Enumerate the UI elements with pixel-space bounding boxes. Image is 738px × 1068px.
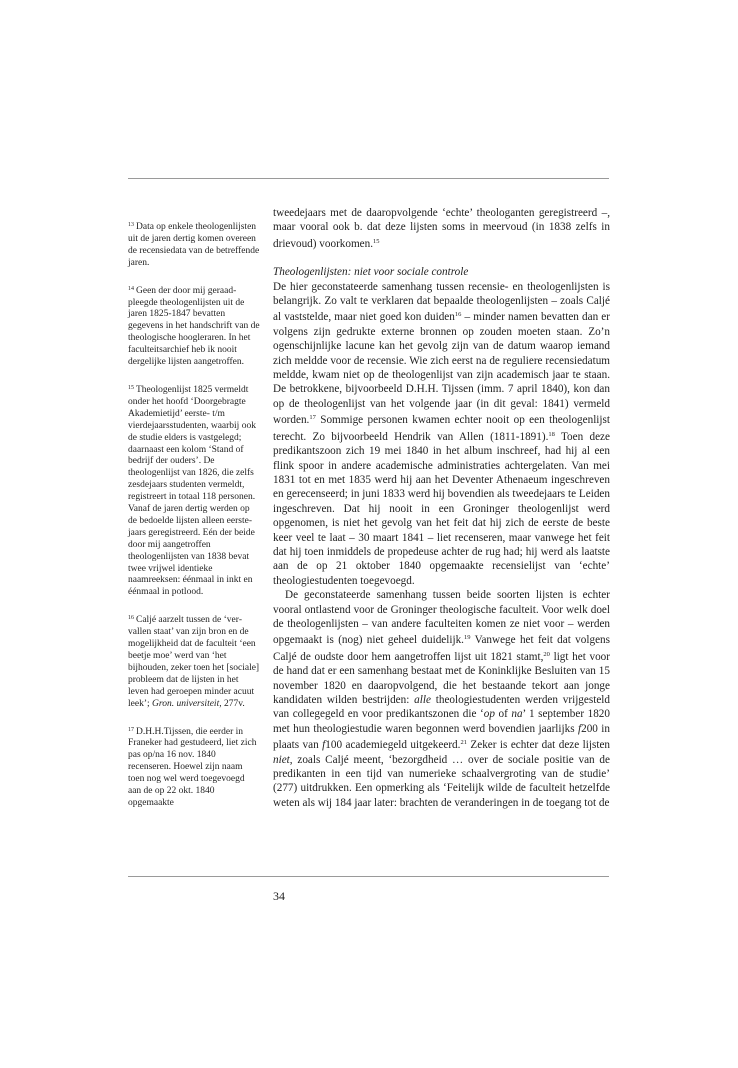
footnote-number: 14 (128, 285, 134, 292)
footnote (128, 725, 260, 810)
footnote-text: Theologenlijst 1825 vermeldt onder het hoofd ‘Doorgebragte Akademietijd’ eerste- t/m vierdejaarsstudenten, waarbij ook de studie elders is vastgelegd; daarnaast een kolom ‘Stand of bedrijf der ouders’. De theologenlijst van 1826, die zelfs zesdejaars studenten vermeldt, registreert in totaal 118 personen. Vanaf de jaren dertig werden op de bedoelde lijsten alleen eerstejaars geregistreerd. Eén der beide door mij aangetroffen theologenlijsten van 1838 bevat twee vrijwel identieke naamreeksen: éénmaal in inkt en éénmaal in potlood. (128, 384, 256, 598)
footnote-number: 13 (128, 222, 134, 228)
footnote-text: Data op enkele theologenlijsten uit de jaren dertig komen overeen de recensiedata van de betreffende jaren. (128, 222, 260, 268)
footnote (128, 220, 260, 270)
footnote (128, 284, 260, 369)
footnote-text: D.H.H.Tijssen, die eerder in Franeker had gestudeerd, liet zich pas op/na 16 nov. 1840 recenseren. Hoewel zijn naam toen nog wel werd toegevoegd aan de op 22 okt. 1840 opgemaakte (128, 726, 257, 808)
paragraph: De hier geconstateerde samenhang tussen recensie- en theologenlijsten is belangrijk. Zo valt te verklaren dat bepaalde theologenlijsten – zoals Caljé al vaststelde, maar niet goed kon duiden$^{16}$ – minder namen bevatten dan er volgens zijn gedrukte externe bronnen op zouden moeten staan. Zo’n ogenschijnlijke lacune kan het gevolg zijn van de datum waarop iemand zich meldde voor de recensie. Wie zich eerst na de reguliere recensiedatum meldde, kwam niet op de theologenlijst van zijn academisch jaar te staan. De betrokkene, bijvoorbeeld D.H.H. Tijssen (imm. 7 april 1840), kon dan op de theologenlijst van het volgende jaar (in dit geval: 1841) vermeld worden.$^{17}$ Sommige personen kwamen echter nooit op een theologenlijst terecht. Zo bijvoorbeeld Hendrik van Allen (1811-1891).$^{18}$ Toen deze predikantszoon zich 19 mei 1840 in het album inschreef, had hij al een flink spoor in andere academische administraties achtergelaten. Van mei 1831 tot en met 1835 werd hij aan het Deventer Athenaeum ingeschreven en gerecenseerd; in juni 1833 werd hij bovendien als tweedejaars te Leiden ingeschreven. Dat hij nooit in een Groninger theologenlijst werd opgenomen, is niet het gevolg van het feit dat hij zich de eerste de beste keer veel te laat – 30 maart 1841 – liet recenseren, maar vanwege het feit dat hij toen inmiddels de propedeuse achter de rug had; hij werd als laatste aan de op 21 oktober 1840 opgemaakte recensielijst van ‘echte’ theologiestudenten toegevoegd. (273, 280, 610, 587)
footnote (128, 613, 260, 710)
main-text-column (273, 206, 610, 810)
footnote-number: 16 (128, 615, 134, 622)
footnote-column (128, 220, 260, 824)
footnote-text: Geen der door mij geraadpleegde theologenlijsten uit de jaren 1825-1847 bevatten gegevens in het handschrift van de theologische hoogleraren. In het faculteitsarchief heb ik nooit dergelijke lijsten aangetroffen. (128, 285, 260, 368)
top-rule (128, 178, 609, 179)
page-number: 34 (273, 889, 285, 903)
footnote-number: 15 (128, 384, 134, 391)
bottom-rule (128, 876, 609, 877)
footnote-text: Caljé aarzelt tussen de ‘vervallen staat’ van zijn bron en de mogelijkheid dat de faculteit ‘een beetje moe’ werd van ‘het bijhouden, zeker toen het [sociale] probleem dat de lijsten in het leven had geroepen minder acuut leek’; Gron. universiteit, 277v. (128, 615, 260, 709)
section-heading: Theologenlijsten: niet voor sociale controle (273, 266, 469, 279)
paragraph-continuation: tweedejaars met de daaropvolgende ‘echte’ theologanten geregistreerd –, maar vooral ook b. dat deze lijsten soms in meervoud (in 1838 zelfs in drievoud) voorkomen.$^{15}$ (273, 207, 610, 250)
footnote (128, 383, 260, 599)
paragraph: De geconstateerde samenhang tussen beide soorten lijsten is echter vooral ontlastend voor de Groninger theologische faculteit. Voor welk doel de theologenlijsten – van andere faculteiten komen ze niet voor – werden opgemaakt is (nog) niet geheel duidelijk.$^{19}$ Vanwege het feit dat volgens Caljé de oudste door hem aangetroffen lijst uit 1821 stamt,$^{20}$ ligt het voor de hand dat er een samenhang bestaat met de Koninklijke Besluiten van 15 november 1820 en daaropvolgend, die het bestaande tekort aan jonge kandidaten wilden bestrijden: alle theologiestudenten werden vrijgesteld van collegegeld en voor predikantszonen die ‘op of na’ 1 september 1820 met hun theologiestudie waren begonnen werd bovendien jaarlijks f200 in plaats van f100 academiegeld uitgekeerd.$^{21}$ Zeker is echter dat deze lijsten niet, zoals Caljé meent, ‘bezorgdheid … over de sociale positie van de predikanten in een tijd van numerieke schaalvergroting van de studie’ (277) uitdrukken. Een opmerking als ‘Feitelijk wilde de faculteit hetzelfde weten als wij 184 jaar later: brachten de veranderingen in de toegang tot de (273, 589, 611, 809)
footnote-number: 17 (128, 726, 134, 733)
